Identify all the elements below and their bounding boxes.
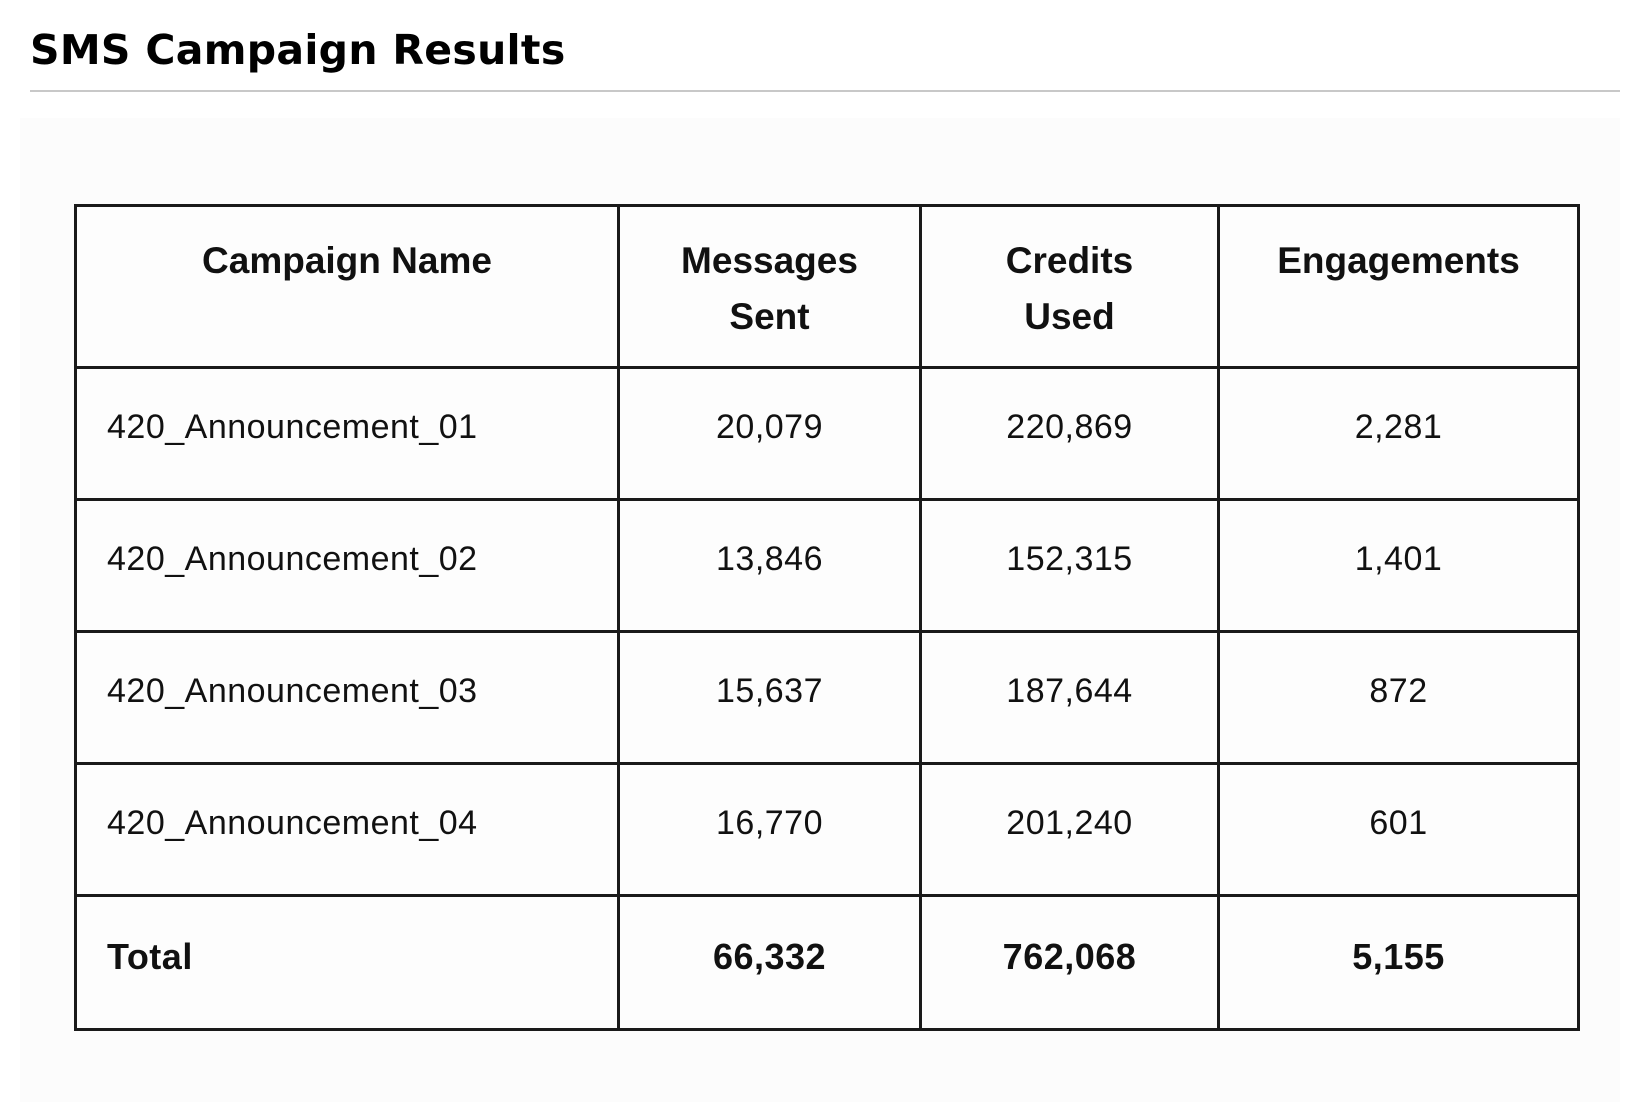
campaign-name-cell: 420_Announcement_03 — [76, 632, 619, 764]
header-engagements-label: Engagements — [1277, 240, 1520, 281]
credits-used-cell: 187,644 — [921, 632, 1219, 764]
table-row — [76, 500, 1579, 632]
header-messages-sent-line1: Messages — [681, 240, 858, 281]
header-campaign-name-label: Campaign Name — [202, 240, 492, 281]
table-image-card — [20, 118, 1620, 1102]
total-label-cell: Total — [76, 896, 619, 1030]
table-row — [76, 764, 1579, 896]
header-credits-used-line2: Used — [1024, 296, 1115, 337]
header-messages-sent-line2: Sent — [729, 296, 810, 337]
total-row — [76, 896, 1579, 1030]
header-campaign-name — [76, 206, 619, 368]
total-messages-sent-cell: 66,332 — [619, 896, 921, 1030]
table-row — [76, 368, 1579, 500]
messages-sent-cell: 15,637 — [619, 632, 921, 764]
title-divider — [30, 90, 1620, 92]
messages-sent-cell: 13,846 — [619, 500, 921, 632]
credits-used-cell: 152,315 — [921, 500, 1219, 632]
total-credits-used-cell: 762,068 — [921, 896, 1219, 1030]
credits-used-cell: 201,240 — [921, 764, 1219, 896]
header-credits-used-line1: Credits — [1005, 240, 1134, 281]
campaign-results-table — [74, 204, 1580, 1031]
header-engagements — [1219, 206, 1579, 368]
credits-used-cell: 220,869 — [921, 368, 1219, 500]
table-row — [76, 632, 1579, 764]
campaign-name-cell: 420_Announcement_01 — [76, 368, 619, 500]
campaign-name-cell: 420_Announcement_04 — [76, 764, 619, 896]
engagements-cell: 2,281 — [1219, 368, 1579, 500]
engagements-cell: 601 — [1219, 764, 1579, 896]
engagements-cell: 872 — [1219, 632, 1579, 764]
messages-sent-cell: 20,079 — [619, 368, 921, 500]
messages-sent-cell: 16,770 — [619, 764, 921, 896]
campaign-name-cell: 420_Announcement_02 — [76, 500, 619, 632]
engagements-cell: 1,401 — [1219, 500, 1579, 632]
header-credits-used — [921, 206, 1219, 368]
page-title: SMS Campaign Results — [30, 26, 566, 74]
total-engagements-cell: 5,155 — [1219, 896, 1579, 1030]
header-messages-sent — [619, 206, 921, 368]
table-header-row — [76, 206, 1579, 368]
